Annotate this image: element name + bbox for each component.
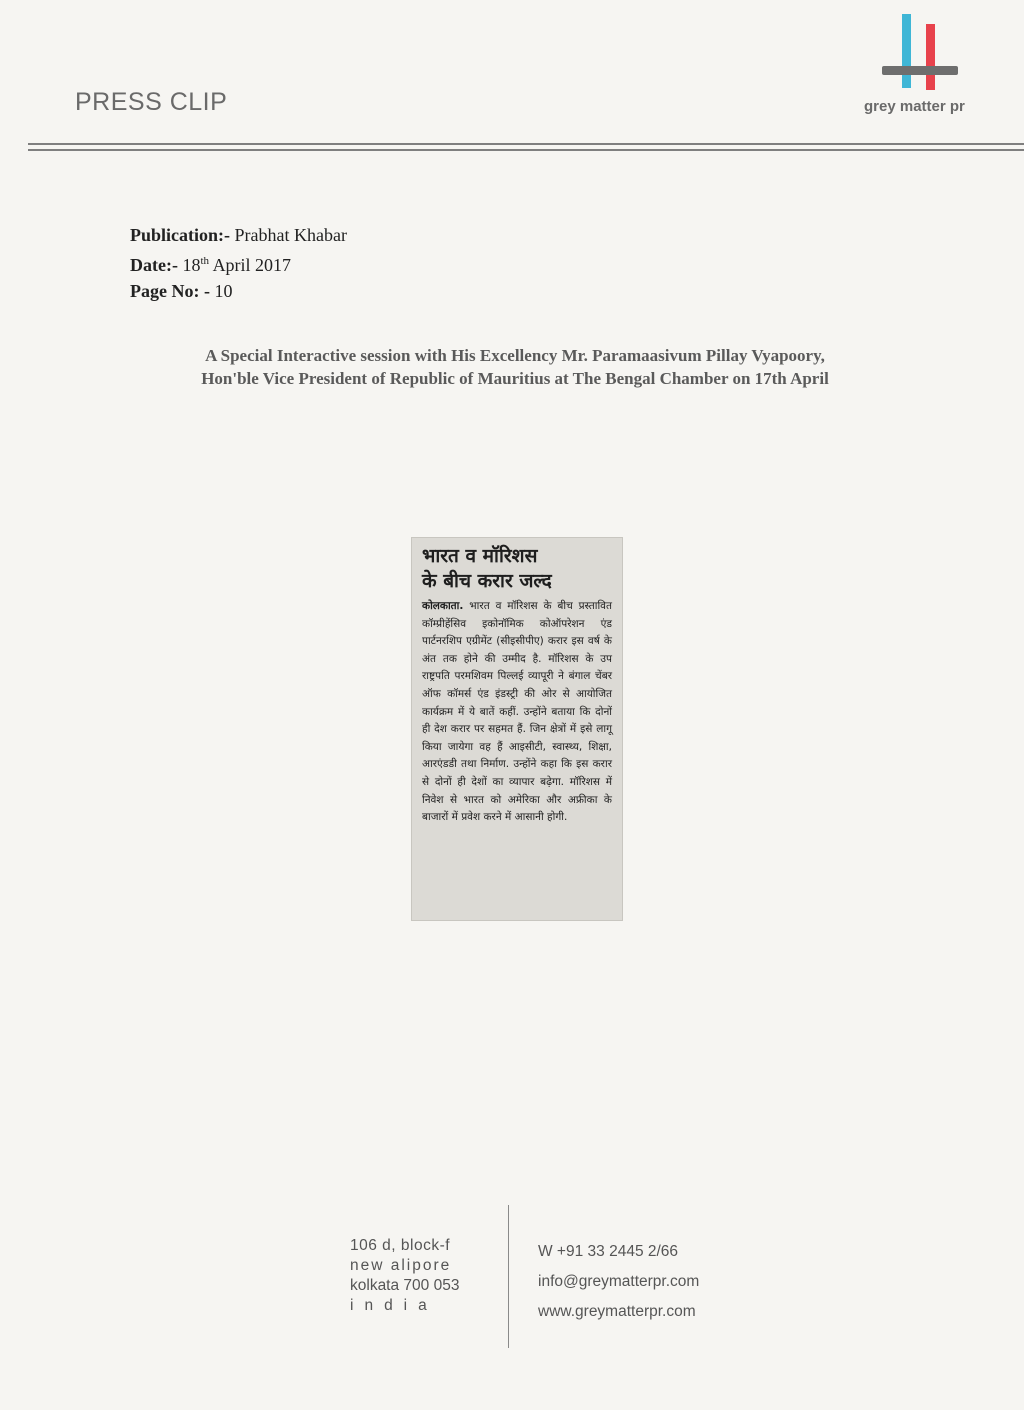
newspaper-clipping	[411, 537, 623, 921]
date-rest: April 2017	[212, 255, 292, 275]
logo-red-bar	[926, 24, 935, 90]
footer-website[interactable]: www.greymatterpr.com	[538, 1303, 696, 1320]
logo-gray-bar	[882, 66, 958, 75]
address-line-2: new alipore	[350, 1257, 452, 1274]
headline-line-1: A Special Interactive session with His Excellency Mr. Paramaasivum Pillay Vyapoory,	[205, 346, 825, 365]
logo-blue-bar	[902, 14, 911, 88]
clipping-title-line-2: के बीच करार जल्द	[422, 570, 552, 592]
date-suffix: th	[200, 255, 210, 267]
clipping-title-line-1: भारत व मॉरिशस	[422, 545, 538, 567]
header-rule-top	[28, 143, 1024, 145]
headline-line-2: Hon'ble Vice President of Republic of Mauritius at The Bengal Chamber on 17th April	[201, 369, 829, 388]
header-rule-bottom	[28, 149, 1024, 151]
publication-label: Publication:-	[130, 225, 231, 245]
page-label: Page No: -	[130, 281, 210, 301]
footer-email[interactable]: info@greymatterpr.com	[538, 1273, 700, 1290]
footer-phone: W +91 33 2445 2/66	[538, 1243, 679, 1260]
footer-address	[350, 1236, 500, 1316]
clipping-dateline: कोलकाता.	[422, 600, 464, 612]
page-row	[130, 278, 347, 304]
address-line-3: kolkata 700 053	[350, 1277, 460, 1294]
publication-value: Prabhat Khabar	[234, 225, 347, 245]
address-line-1: 106 d, block-f	[350, 1237, 451, 1254]
footer-contact	[538, 1237, 699, 1327]
date-label: Date:-	[130, 255, 178, 275]
publication-row	[130, 222, 347, 248]
date-row	[130, 248, 347, 278]
page-value: 10	[214, 281, 233, 301]
footer-divider	[508, 1205, 509, 1348]
logo-name: grey matter pr	[864, 98, 965, 115]
press-clip-title: PRESS CLIP	[75, 88, 228, 116]
address-line-4: india	[350, 1297, 438, 1314]
publication-meta	[130, 222, 347, 304]
clip-headline	[120, 344, 910, 390]
date-day: 18	[182, 255, 201, 275]
clipping-title	[422, 544, 612, 594]
clipping-text: भारत व मॉरिशस के बीच प्रस्तावित कॉम्प्रीहेंसिव इकोनॉमिक कोऑपरेशन एंड पार्टनरशिप एग्रीमेंट (सीइसीपीए) करार इस वर्ष के अंत तक होने की उम्मीद है. मॉरिशस के उप राष्ट्रपति परमशिवम पिल्लई व्यापूरी ने बंगाल चेंबर ऑफ कॉमर्स एंड इंडस्ट्री की ओर से आयोजित कार्यक्रम में ये बातें कहीं. उन्होंने बताया कि दोनों ही देश करार पर सहमत हैं. जिन क्षेत्रों में इसे लागू किया जायेगा वह हैं आइसीटी, स्वास्थ्य, शिक्षा, आरएंडडी तथा निर्माण. उन्होंने कहा कि इस करार से दोनों ही देशों का व्यापार बढ़ेगा. मॉरिशस में निवेश से भारत को अमेरिका और अफ्रीका के बाजारों में प्रवेश करने में आसानी होगी.	[422, 600, 612, 824]
clipping-body	[422, 598, 612, 827]
grey-matter-logo	[864, 10, 980, 120]
